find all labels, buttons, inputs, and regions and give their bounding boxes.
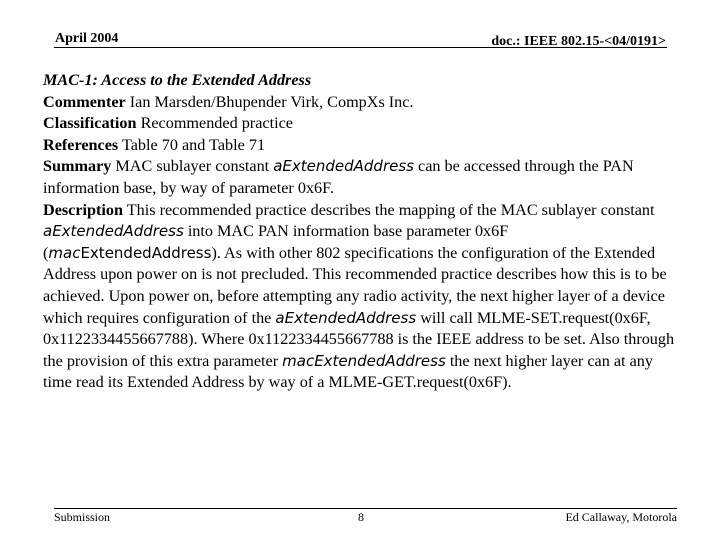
footer-submission: Submission — [54, 510, 111, 524]
desc-text-c: ). As with other 802 specifications the configuration of the Extended Address upon power on is not precluded. This recommended practice describes how this is to be achieved. Upon power on, before attempting any radio activity, the next higher layer of a device which requires configuration of the — [43, 243, 667, 327]
comment-body — [43, 70, 683, 394]
description-paragraph — [43, 200, 683, 394]
summary-text-b: can be accessed through the PAN information base, by way of parameter 0x6F. — [43, 157, 634, 197]
summary-paragraph — [43, 156, 683, 199]
header-rule — [54, 47, 667, 48]
commenter-value: Ian Marsden/Bhupender Virk, CompXs Inc. — [125, 92, 414, 111]
desc-text-a: This recommended practice describes the mapping of the MAC sublayer constant — [123, 200, 655, 219]
footer-page-number: 8 — [358, 510, 364, 524]
desc-code-4: macExtendedAddress — [282, 351, 446, 370]
references-value: Table 70 and Table 71 — [118, 135, 266, 154]
commenter-label: Commenter — [43, 92, 126, 111]
desc-code-1: aExtendedAddress — [43, 222, 184, 241]
summary-code: aExtendedAddress — [273, 157, 414, 176]
desc-text-e: the next higher layer can at any time read its Extended Address by way of a MLME-GET.request(0x6F). — [43, 351, 653, 392]
references-line — [43, 135, 683, 157]
references-label: References — [43, 135, 119, 154]
summary-text-a: MAC sublayer constant — [111, 157, 274, 176]
classification-value: Recommended practice — [136, 114, 293, 133]
desc-code-2: mac — [48, 243, 81, 262]
desc-code-3: aExtendedAddress — [275, 308, 417, 327]
footer-rule — [54, 508, 677, 509]
header-doc-id: doc.: IEEE 802.15-<04/0191> — [491, 34, 666, 49]
desc-code-2b: ExtendedAddress — [80, 243, 212, 262]
commenter-line — [43, 92, 683, 114]
footer-author: Ed Callaway, Motorola — [565, 510, 677, 524]
desc-text-b: into MAC PAN information base parameter 0x6F ( — [43, 222, 509, 262]
header-date: April 2004 — [55, 31, 119, 46]
desc-text-d: will call MLME-SET.request(0x6F, 0x1122334455667788). Where 0x1122334455667788 is the IEEE address to be set. Also through the provision of this extra parameter — [43, 308, 675, 370]
classification-line — [43, 113, 683, 135]
summary-label: Summary — [43, 157, 112, 176]
description-label: Description — [43, 200, 124, 219]
classification-label: Classification — [43, 114, 137, 133]
comment-title: MAC-1: Access to the Extended Address — [43, 71, 312, 89]
